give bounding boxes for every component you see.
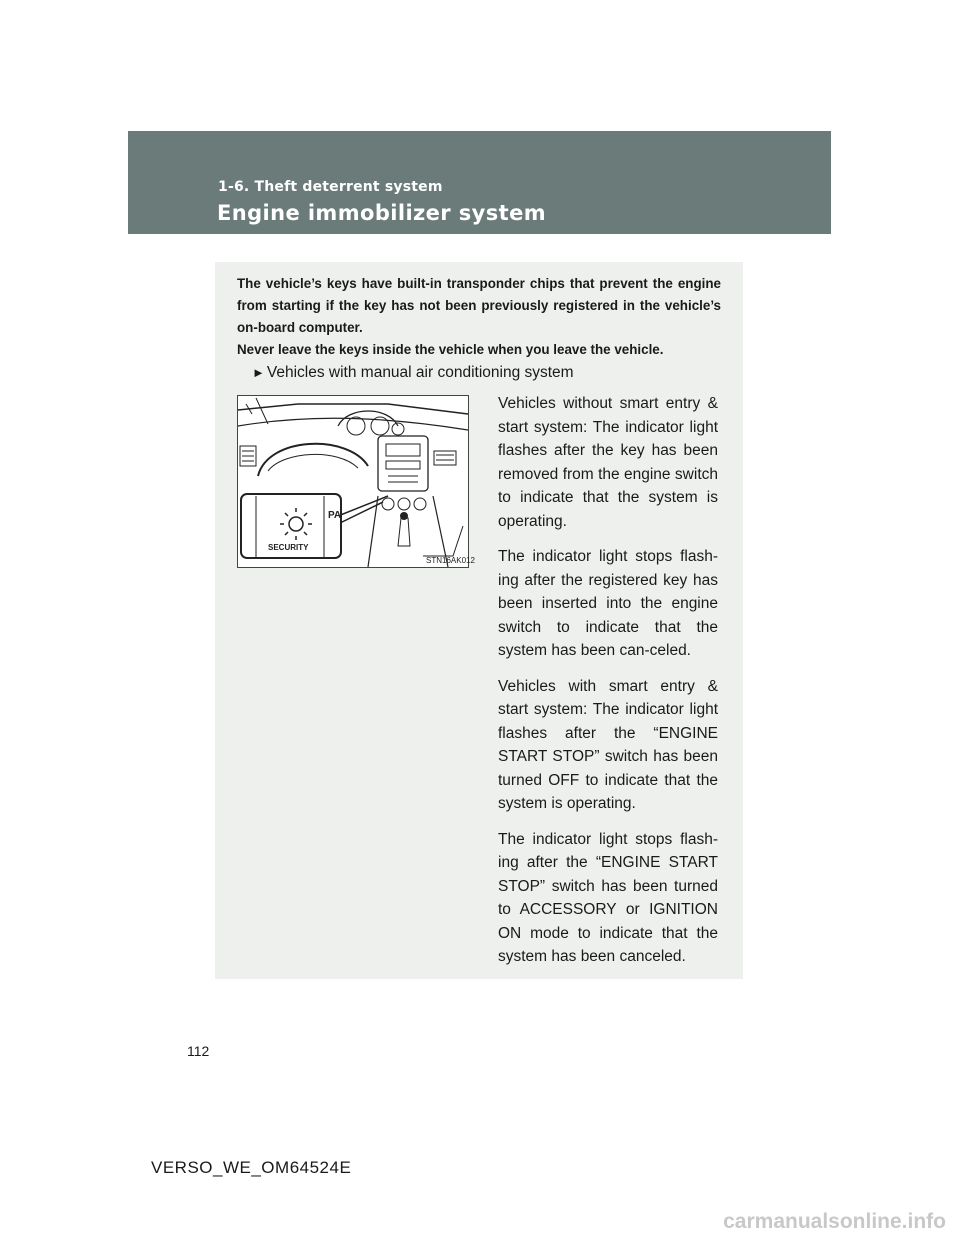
watermark: carmanualsonline.info bbox=[723, 1210, 946, 1233]
paragraph-with-smart-entry: Vehicles with smart entry & start system: The indicator light flashes after the “ENGINE START STOP” switch has been turned OFF to indicate that the system is operating. bbox=[498, 677, 718, 812]
dashboard-drawing bbox=[238, 396, 475, 567]
description-text bbox=[498, 392, 718, 981]
security-label: SECURITY bbox=[268, 543, 309, 552]
paragraph-accessory-mode: The indicator light stops flash-ing after the “ENGINE START STOP” switch has been turned to ACCESSORY or IGNITION ON mode to indicate that the system has been canceled. bbox=[498, 830, 718, 965]
intro-text bbox=[237, 273, 721, 361]
dashboard-illustration bbox=[237, 395, 475, 568]
document-id: VERSO_WE_OM64524E bbox=[151, 1158, 352, 1177]
intro-paragraph: The vehicle’s keys have built-in transponder chips that prevent the engine from starting if the key has not been previously registered in the vehicle’s on-board computer. bbox=[237, 276, 721, 335]
right-triangle-icon: ► bbox=[252, 365, 265, 380]
park-label: PA bbox=[328, 510, 342, 521]
page-title: Engine immobilizer system bbox=[217, 201, 547, 225]
paragraph-without-smart-entry: Vehicles without smart entry & start system: The indicator light flashes after the key has been removed from the engine switch to indicate that the system is operating. bbox=[498, 395, 718, 530]
section-label: 1-6. Theft deterrent system bbox=[218, 179, 443, 195]
section-header bbox=[128, 131, 831, 234]
page-number: 112 bbox=[187, 1043, 210, 1059]
paragraph-key-inserted: The indicator light stops flash-ing after the registered key has been inserted into the engine switch to indicate that the system has been can-celed. bbox=[498, 548, 718, 659]
figure-code: STN16AK012 bbox=[426, 556, 475, 565]
content-panel bbox=[215, 262, 743, 979]
subheading bbox=[252, 364, 574, 382]
intro-warning: Never leave the keys inside the vehicle when you leave the vehicle. bbox=[237, 342, 664, 357]
subheading-text: Vehicles with manual air conditioning system bbox=[266, 364, 574, 381]
